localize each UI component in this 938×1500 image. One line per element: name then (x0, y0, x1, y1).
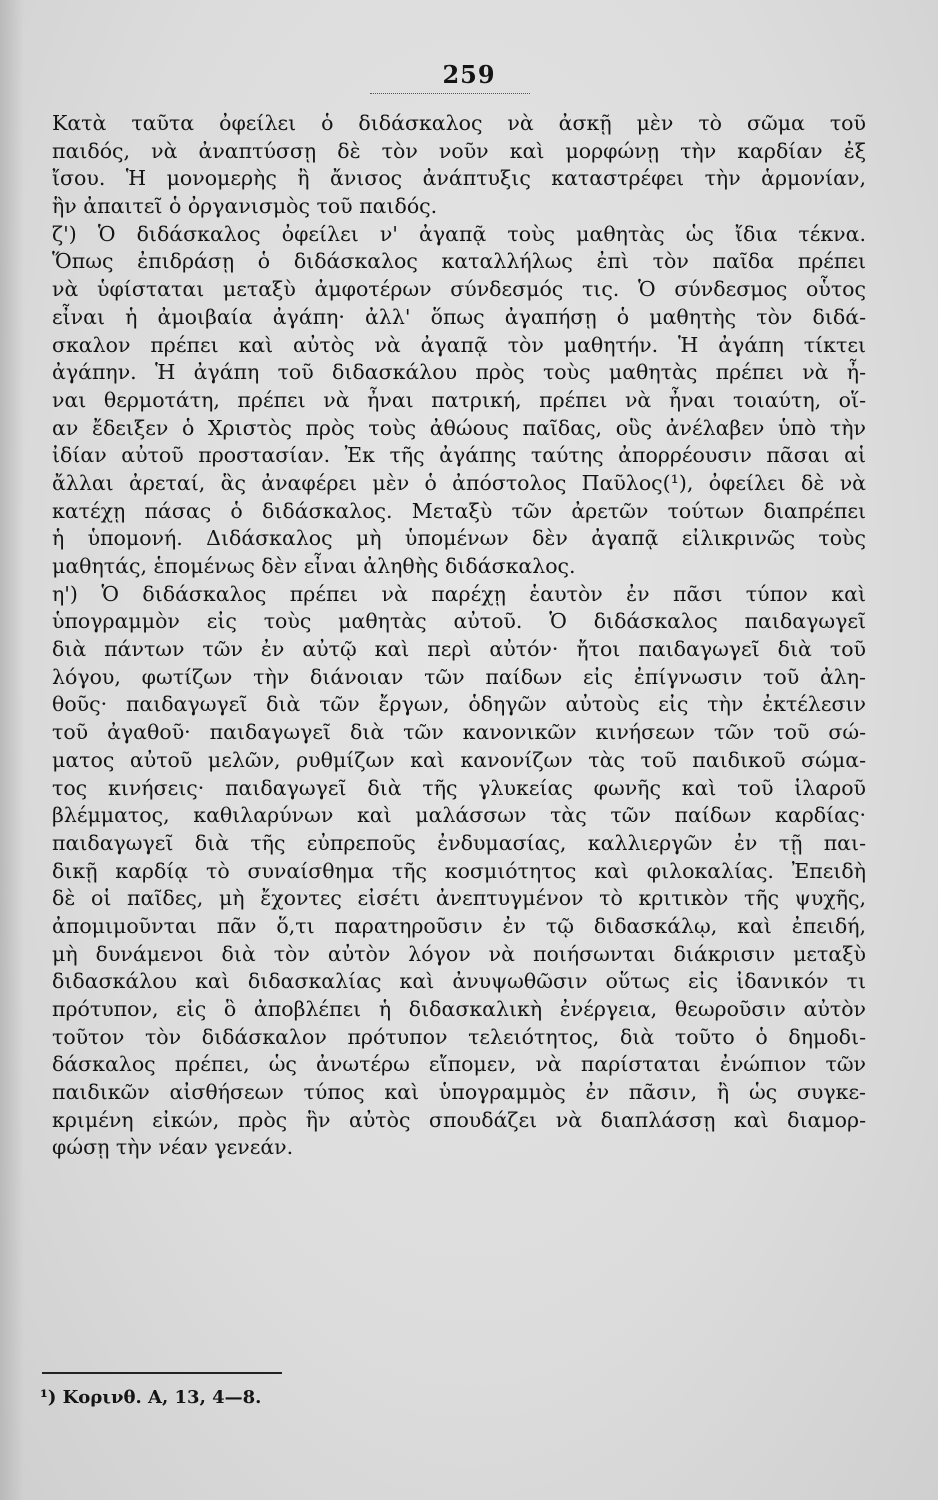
text-line: διδασκάλου καὶ διδασκαλίας καὶ ἀνυψωθῶσιν οὕτως εἰς ἰδανικόν τι (52, 969, 866, 994)
text-line: Κατὰ ταῦτα ὀφείλει ὁ διδάσκαλος νὰ ἀσκῇ μὲν τὸ σῶμα τοῦ (52, 111, 866, 135)
text-line: δικῇ καρδίᾳ τὸ συναίσθημα τῆς κοσμιότητος καὶ φιλοκαλίας. Ἐπειδὴ (52, 858, 866, 883)
text-line: δάσκαλος πρέπει, ὡς ἀνωτέρω εἴπομεν, νὰ παρίσταται ἐνώπιον τῶν (52, 1052, 866, 1077)
footnote-rule (42, 1372, 282, 1374)
text-line: δὲ οἱ παῖδες, μὴ ἔχοντες εἰσέτι ἀνεπτυγμένον τὸ κριτικὸν τῆς ψυχῆς, (52, 886, 866, 911)
text-line: φώσῃ τὴν νέαν γενεάν. (52, 1135, 294, 1160)
text-line: ἄλλαι ἀρεταί, ἃς ἀναφέρει μὲν ὁ ἀπόστολος Παῦλος(¹), ὀφείλει δὲ νὰ (52, 470, 866, 495)
text-line: πρότυπον, εἰς ὃ ἀποβλέπει ἡ διδασκαλικὴ ἐνέργεια, θεωροῦσιν αὐτὸν (52, 997, 866, 1021)
text-line: ἰδίαν αὐτοῦ προστασίαν. Ἐκ τῆς ἀγάπης ταύτης ἀπορρέουσιν πᾶσαι αἱ (52, 443, 866, 468)
text-line: ἀπομιμοῦνται πᾶν ὅ,τι παρατηροῦσιν ἐν τῷ διδασκάλῳ, καὶ ἐπειδή, (52, 913, 866, 938)
text-line: ὑπογραμμὸν εἰς τοὺς μαθητὰς αὐτοῦ. Ὁ διδάσκαλος παιδαγωγεῖ (52, 609, 866, 634)
text-line: νὰ ὑφίσταται μεταξὺ ἀμφοτέρων σύνδεσμός τις. Ὁ σύνδεσμος οὗτος (52, 277, 866, 302)
text-line: κριμένη εἰκών, πρὸς ἣν αὐτὸς σπουδάζει νὰ διαπλάσσῃ καὶ διαμορ- (52, 1107, 866, 1132)
text-line: τοῦ ἀγαθοῦ· παιδαγωγεῖ διὰ τῶν κανονικῶν κινήσεων τῶν τοῦ σώ- (52, 720, 866, 745)
text-line: ναι θερμοτάτη, πρέπει νὰ ἦναι πατρική, πρέπει νὰ ἦναι τοιαύτη, οἵ- (52, 387, 866, 412)
text-line: εἶναι ἡ ἀμοιβαία ἀγάπη· ἀλλ' ὅπως ἀγαπήσῃ ὁ μαθητὴς τὸν διδά- (52, 304, 866, 329)
text-line: παιδός, νὰ ἀναπτύσσῃ δὲ τὸν νοῦν καὶ μορφώνῃ τὴν καρδίαν ἐξ (52, 138, 866, 163)
page-number-rule (370, 93, 530, 94)
page-number: 259 (442, 60, 496, 89)
body-text (52, 110, 866, 1162)
text-line: τοῦτον τὸν διδάσκαλον πρότυπον τελειότητος, διὰ τοῦτο ὁ δημοδι- (52, 1024, 866, 1049)
text-line: Ὅπως ἐπιδράσῃ ὁ διδάσκαλος καταλλήλως ἐπὶ τὸν παῖδα πρέπει (52, 249, 866, 274)
text-line: σκαλον πρέπει καὶ αὐτὸς νὰ ἀγαπᾷ τὸν μαθητήν. Ἡ ἀγάπη τίκτει (52, 332, 866, 357)
text-line: θοῦς· παιδαγωγεῖ διὰ τῶν ἔργων, ὁδηγῶν αὐτοὺς εἰς τὴν ἐκτέλεσιν (52, 692, 866, 717)
text-line: λόγου, φωτίζων τὴν διάνοιαν τῶν παίδων εἰς ἐπίγνωσιν τοῦ ἀλη- (52, 664, 866, 689)
text-line: ματος αὐτοῦ μελῶν, ρυθμίζων καὶ κανονίζων τὰς τοῦ παιδικοῦ σώμα- (52, 747, 866, 772)
text-line: κατέχῃ πάσας ὁ διδάσκαλος. Μεταξὺ τῶν ἀρετῶν τούτων διαπρέπει (52, 498, 866, 523)
text-line: παιδαγωγεῖ διὰ τῆς εὐπρεποῦς ἐνδυμασίας, καλλιεργῶν ἐν τῇ παι- (52, 830, 866, 855)
text-line: βλέμματος, καθιλαρύνων καὶ μαλάσσων τὰς τῶν παίδων καρδίας· (52, 803, 866, 828)
text-line: αν ἔδειξεν ὁ Χριστὸς πρὸς τοὺς ἀθώους παῖδας, οὓς ἀνέλαβεν ὑπὸ τὴν (52, 415, 866, 440)
text-line: ζ') Ὁ διδάσκαλος ὀφείλει ν' ἀγαπᾷ τοὺς μαθητὰς ὡς ἴδια τέκνα. (52, 221, 866, 246)
footnote: ¹) Κορινθ. Α, 13, 4—8. (40, 1387, 262, 1408)
text-line: η') Ὁ διδάσκαλος πρέπει νὰ παρέχῃ ἑαυτὸν ἐν πᾶσι τύπον καὶ (52, 581, 866, 606)
binding-shadow (0, 0, 24, 1500)
text-line: ἀγάπην. Ἡ ἀγάπη τοῦ διδασκάλου πρὸς τοὺς μαθητὰς πρέπει νὰ ἦ- (52, 360, 866, 385)
text-line: ἣν ἀπαιτεῖ ὁ ὀργανισμὸς τοῦ παιδός. (52, 194, 438, 219)
text-line: ἴσου. Ἡ μονομερὴς ἢ ἄνισος ἀνάπτυξις καταστρέφει τὴν ἁρμονίαν, (52, 166, 866, 191)
text-line: ἡ ὑπομονή. Διδάσκαλος μὴ ὑπομένων δὲν ἀγαπᾷ εἰλικρινῶς τοὺς (52, 526, 866, 551)
text-line: μαθητάς, ἑπομένως δὲν εἶναι ἀληθὴς διδάσκαλος. (52, 554, 576, 578)
text-line: διὰ πάντων τῶν ἐν αὐτῷ καὶ περὶ αὐτόν· ἤτοι παιδαγωγεῖ διὰ τοῦ (52, 637, 866, 662)
text-line: τος κινήσεις· παιδαγωγεῖ διὰ τῆς γλυκείας φωνῆς καὶ τοῦ ἱλαροῦ (52, 775, 866, 800)
text-line: μὴ δυνάμενοι διὰ τὸν αὐτὸν λόγον νὰ ποιήσωνται διάκρισιν μεταξὺ (52, 941, 866, 966)
text-line: παιδικῶν αἰσθήσεων τύπος καὶ ὑπογραμμὸς ἐν πᾶσιν, ἢ ὡς συγκε- (52, 1080, 866, 1105)
